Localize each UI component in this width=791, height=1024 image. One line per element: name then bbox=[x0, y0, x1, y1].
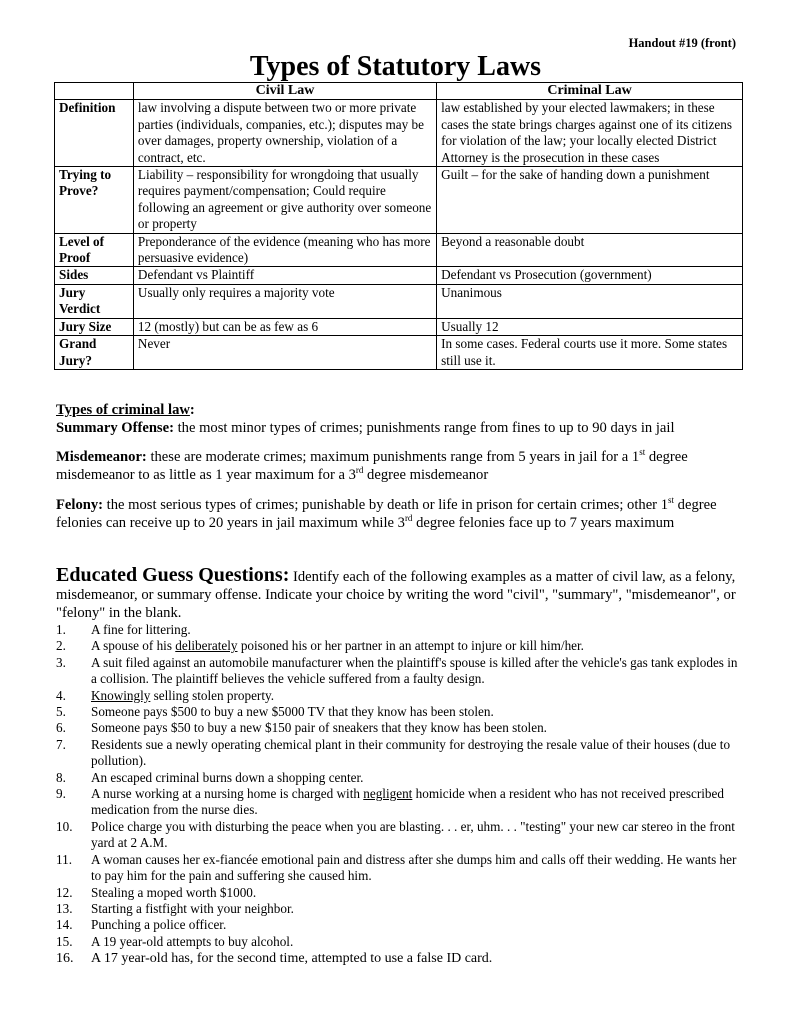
felony-text-1: the most serious types of crimes; punishable by death or life in prison for certain crimes; other 1 bbox=[103, 497, 668, 513]
question-text-pre: Punching a police officer. bbox=[91, 917, 227, 933]
question-number: 16. bbox=[56, 951, 74, 967]
question-item bbox=[56, 885, 746, 901]
table-row bbox=[55, 318, 743, 335]
handout-label: Handout #19 (front) bbox=[628, 36, 736, 50]
row-label: Jury Size bbox=[55, 318, 134, 335]
table-row bbox=[55, 284, 743, 318]
question-number: 15. bbox=[56, 933, 73, 949]
question-text bbox=[91, 638, 746, 654]
question-number: 9. bbox=[56, 786, 66, 802]
question-text-u: deliberately bbox=[175, 638, 238, 654]
question-item bbox=[56, 655, 746, 688]
criminal-cell: Usually 12 bbox=[437, 318, 743, 335]
question-number: 13. bbox=[56, 900, 73, 916]
criminal-cell: Defendant vs Prosecution (government) bbox=[437, 267, 743, 284]
misdemeanor-text-1: these are moderate crimes; maximum punishments range from 5 years in jail for a 1 bbox=[146, 449, 640, 465]
question-text-pre: Residents sue a newly operating chemical plant in their community for destroying the resale value of their houses (due to pollution). bbox=[91, 736, 731, 769]
table-row bbox=[55, 100, 743, 167]
question-item bbox=[56, 638, 746, 654]
misdemeanor-label: Misdemeanor: bbox=[56, 449, 147, 465]
table-header-row bbox=[55, 83, 743, 100]
felony-text-3: degree felonies face up to 7 years maximum bbox=[412, 514, 675, 531]
criminal-types-heading-line bbox=[56, 402, 746, 420]
summary-offense-text: the most minor types of crimes; punishments range from fines to up to 90 days in jail bbox=[173, 420, 675, 436]
criminal-cell: In some cases. Federal courts use it more. Some states still use it. bbox=[437, 336, 743, 370]
question-text bbox=[91, 720, 746, 736]
question-item bbox=[56, 917, 746, 933]
question-number: 3. bbox=[56, 654, 66, 670]
table-row bbox=[55, 336, 743, 370]
question-number: 10. bbox=[56, 818, 73, 834]
question-number: 6. bbox=[56, 720, 66, 736]
felony-sup-2: rd bbox=[404, 512, 413, 523]
civil-cell: 12 (mostly) but can be as few as 6 bbox=[133, 318, 436, 335]
question-text bbox=[91, 622, 746, 638]
criminal-types-heading: Types of criminal law bbox=[56, 402, 190, 418]
question-text bbox=[91, 737, 746, 770]
law-comparison-table bbox=[54, 82, 743, 370]
page-title: Types of Statutory Laws bbox=[249, 51, 542, 82]
question-number: 11. bbox=[56, 851, 72, 867]
row-label: Grand Jury? bbox=[55, 336, 134, 370]
educated-guess-heading: Educated Guess Questions: bbox=[56, 564, 290, 586]
row-label: Sides bbox=[55, 267, 134, 284]
question-text bbox=[91, 786, 746, 819]
misdemeanor-sup-1: st bbox=[639, 447, 646, 458]
educated-guess-intro bbox=[56, 566, 746, 622]
felony-label: Felony: bbox=[56, 497, 104, 513]
civil-cell: law involving a dispute between two or more private parties (individuals, companies, etc.); disputes may be over damages, property ownership, violation of a contract, etc. bbox=[133, 100, 436, 167]
question-text-pre: An escaped criminal burns down a shopping center. bbox=[91, 769, 364, 785]
question-text bbox=[91, 819, 746, 852]
question-text bbox=[91, 901, 746, 917]
row-label: Definition bbox=[55, 100, 134, 167]
question-text bbox=[91, 917, 746, 933]
misdemeanor-text-3: degree misdemeanor bbox=[363, 466, 489, 483]
criminal-cell: law established by your elected lawmakers; in these cases the state brings charges against one of its citizens for violation of the law; your locally elected District Attorney is the prosecution in these cases bbox=[437, 100, 743, 167]
question-number: 2. bbox=[56, 638, 66, 654]
question-item bbox=[56, 622, 746, 638]
question-text bbox=[91, 655, 746, 688]
question-text-pre: A suit filed against an automobile manufacturer when the plaintiff's spouse is killed after the vehicle's gas tank explodes in a collision. The plaintiff believes the vehicle suffered from a faulty design. bbox=[91, 654, 738, 687]
question-item bbox=[56, 786, 746, 819]
question-text-pre: Police charge you with disturbing the peace when you are blasting. . . er, uhm. . . "testing" your new car stereo in the front yard at 2 A.M. bbox=[91, 818, 735, 851]
misdemeanor-text-2: degree misdemeanor to as little as 1 year maximum for a 3 bbox=[56, 449, 688, 483]
criminal-types-colon: : bbox=[189, 402, 195, 418]
misdemeanor-sup-2: rd bbox=[355, 464, 364, 475]
question-item bbox=[56, 704, 746, 720]
question-number: 1. bbox=[56, 622, 66, 637]
question-text bbox=[91, 770, 746, 786]
question-item bbox=[56, 819, 746, 852]
question-number: 4. bbox=[56, 687, 66, 703]
question-text-post: homicide when a resident who has not received prescribed medication from the nurse dies. bbox=[91, 786, 724, 818]
question-item bbox=[56, 934, 746, 950]
question-text-pre: A 19 year-old attempts to buy alcohol. bbox=[91, 933, 294, 949]
question-number: 14. bbox=[56, 917, 73, 933]
misdemeanor-definition bbox=[56, 449, 746, 484]
question-text-pre: A spouse of his bbox=[91, 638, 176, 654]
civil-cell: Defendant vs Plaintiff bbox=[133, 267, 436, 284]
question-text-pre: A 17 year-old has, for the second time, attempted to use a false ID card. bbox=[91, 951, 493, 967]
question-list bbox=[56, 622, 746, 968]
row-label: Jury Verdict bbox=[55, 284, 134, 318]
civil-cell: Liability – responsibility for wrongdoing that usually requires payment/compensation; Could require following an agreement or give authority over someone or property bbox=[133, 167, 436, 234]
educated-guess-instructions: Identify each of the following examples as a matter of civil law, as a felony, misdemeanor, or summary offense. Indicate your choice by writing the word "civil", "summary", "misdemeanor", or "felony" in the blank. bbox=[56, 569, 736, 621]
question-item bbox=[56, 950, 746, 968]
felony-definition bbox=[56, 497, 746, 532]
question-text-pre: Someone pays $500 to buy a new $5000 TV that they know has been stolen. bbox=[91, 704, 494, 720]
civil-cell: Never bbox=[133, 336, 436, 370]
question-text-pre: A fine for littering. bbox=[91, 622, 191, 637]
question-text bbox=[91, 852, 746, 885]
summary-offense-definition bbox=[56, 420, 746, 438]
question-text bbox=[91, 934, 746, 950]
question-text-post: poisoned his or her partner in an attempt to injure or kill him/her. bbox=[237, 638, 584, 654]
table-row bbox=[55, 233, 743, 267]
question-text bbox=[91, 885, 746, 901]
table-header-civil: Civil Law bbox=[133, 83, 436, 100]
criminal-cell: Guilt – for the sake of handing down a punishment bbox=[437, 167, 743, 234]
row-label: Level of Proof bbox=[55, 233, 134, 267]
question-text-post: selling stolen property. bbox=[150, 687, 275, 703]
question-item bbox=[56, 720, 746, 736]
felony-text-2: degree felonies can receive up to 20 years in jail maximum while 3 bbox=[56, 497, 717, 531]
question-text-pre: A woman causes her ex-fiancée emotional pain and distress after she dumps him and calls off their wedding. He wants her to pay him for the pain and suffering she caused him. bbox=[91, 851, 737, 884]
question-text-pre: Stealing a moped worth $1000. bbox=[91, 884, 257, 900]
question-text-u: negligent bbox=[363, 786, 413, 802]
question-item bbox=[56, 852, 746, 885]
question-item bbox=[56, 770, 746, 786]
criminal-cell: Unanimous bbox=[437, 284, 743, 318]
question-number: 7. bbox=[56, 736, 66, 752]
question-item bbox=[56, 901, 746, 917]
question-number: 12. bbox=[56, 884, 73, 900]
felony-sup-1: st bbox=[668, 495, 675, 506]
question-text-u: Knowingly bbox=[91, 687, 151, 703]
table-header-blank bbox=[55, 83, 134, 100]
question-text bbox=[91, 688, 746, 704]
table-row bbox=[55, 167, 743, 234]
question-number: 5. bbox=[56, 704, 66, 720]
question-number: 8. bbox=[56, 769, 66, 785]
question-item bbox=[56, 737, 746, 770]
question-text bbox=[91, 950, 746, 968]
question-item bbox=[56, 688, 746, 704]
criminal-cell: Beyond a reasonable doubt bbox=[437, 233, 743, 267]
table-row bbox=[55, 267, 743, 284]
row-label: Trying to Prove? bbox=[55, 167, 134, 234]
question-text bbox=[91, 704, 746, 720]
table-header-criminal: Criminal Law bbox=[437, 83, 743, 100]
question-text-pre: A nurse working at a nursing home is charged with bbox=[91, 786, 364, 802]
question-text-pre: Starting a fistfight with your neighbor. bbox=[91, 900, 294, 916]
summary-offense-label: Summary Offense: bbox=[56, 420, 174, 436]
question-text-pre: Someone pays $50 to buy a new $150 pair of sneakers that they know has been stolen. bbox=[91, 720, 547, 736]
civil-cell: Usually only requires a majority vote bbox=[133, 284, 436, 318]
civil-cell: Preponderance of the evidence (meaning who has more persuasive evidence) bbox=[133, 233, 436, 267]
